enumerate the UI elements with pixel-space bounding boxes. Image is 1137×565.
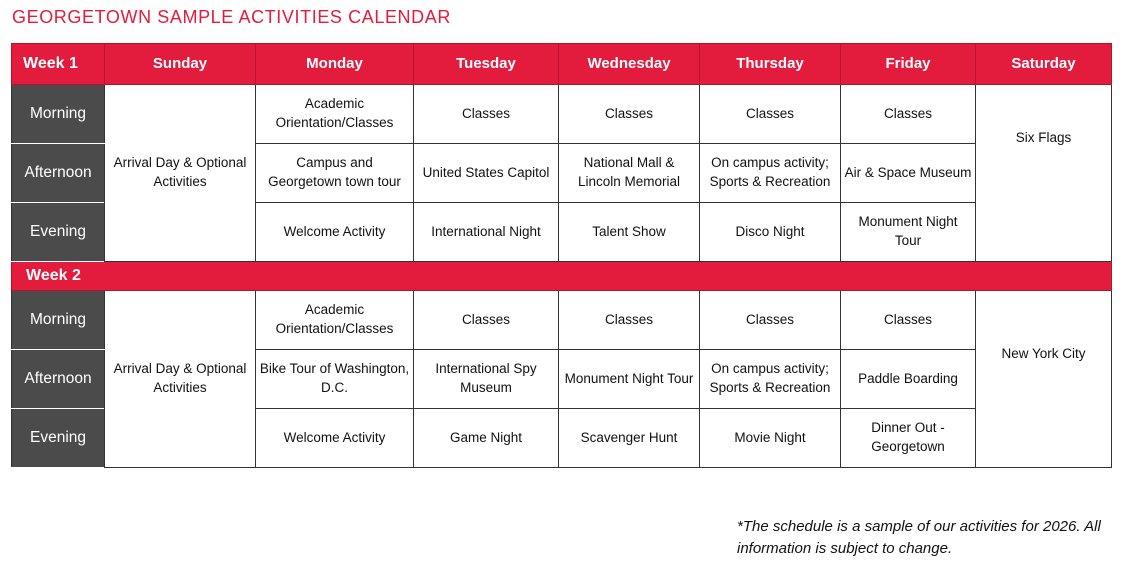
- day-header-thursday: Thursday: [700, 44, 841, 85]
- activity-cell: Classes: [414, 85, 559, 144]
- activity-cell: Classes: [700, 291, 841, 350]
- activity-cell: International Spy Museum: [414, 350, 559, 409]
- activity-cell: Classes: [414, 291, 559, 350]
- activity-cell: Classes: [841, 291, 976, 350]
- week-2-sunday-cell: Arrival Day & Optional Activities: [105, 291, 256, 468]
- activity-cell: United States Capitol: [414, 144, 559, 203]
- activity-cell: Game Night: [414, 409, 559, 468]
- activity-cell: Paddle Boarding: [841, 350, 976, 409]
- activity-cell: National Mall & Lincoln Memorial: [559, 144, 700, 203]
- page-title: GEORGETOWN SAMPLE ACTIVITIES CALENDAR: [12, 7, 451, 27]
- activity-cell: International Night: [414, 203, 559, 262]
- activity-cell: Classes: [559, 291, 700, 350]
- period-label-afternoon: Afternoon: [12, 144, 105, 203]
- activity-cell: Disco Night: [700, 203, 841, 262]
- activity-cell: Welcome Activity: [256, 409, 414, 468]
- activity-cell: Classes: [559, 85, 700, 144]
- week-2-morning-row: [12, 291, 1112, 350]
- period-label-evening: Evening: [12, 409, 105, 468]
- week-1-morning-row: [12, 85, 1112, 144]
- day-header-monday: Monday: [256, 44, 414, 85]
- activity-cell: Academic Orientation/Classes: [256, 85, 414, 144]
- footnote: *The schedule is a sample of our activities for 2026. All information is subject to change.: [737, 518, 1101, 557]
- week-1-saturday-cell: [976, 85, 1112, 262]
- activity-cell: Talent Show: [559, 203, 700, 262]
- week-2-saturday-cell: [976, 291, 1112, 468]
- activity-cell: Classes: [700, 85, 841, 144]
- period-label-morning: Morning: [12, 85, 105, 144]
- activity-cell: Bike Tour of Washington, D.C.: [256, 350, 414, 409]
- period-label-evening: Evening: [12, 203, 105, 262]
- activity-cell: Classes: [841, 85, 976, 144]
- week-1-sunday-cell: Arrival Day & Optional Activities: [105, 85, 256, 262]
- week-1-label: Week 1: [12, 44, 105, 85]
- week-1-saturday-text: Six Flags: [1015, 130, 1072, 145]
- activity-cell: Movie Night: [700, 409, 841, 468]
- activities-calendar: [11, 43, 1112, 468]
- day-header-sunday: Sunday: [105, 44, 256, 85]
- activity-cell: Scavenger Hunt: [559, 409, 700, 468]
- week-2-row: [12, 262, 1112, 291]
- activity-cell: Monument Night Tour: [841, 203, 976, 262]
- activity-cell: Dinner Out - Georgetown: [841, 409, 976, 468]
- day-header-tuesday: Tuesday: [414, 44, 559, 85]
- day-header-wednesday: Wednesday: [559, 44, 700, 85]
- week-2-label: Week 2: [12, 262, 1112, 291]
- activity-cell: Academic Orientation/Classes: [256, 291, 414, 350]
- activity-cell: Welcome Activity: [256, 203, 414, 262]
- day-header-friday: Friday: [841, 44, 976, 85]
- week-2-saturday-text: New York City: [1001, 346, 1086, 361]
- activity-cell: On campus activity; Sports & Recreation: [700, 144, 841, 203]
- activity-cell: On campus activity; Sports & Recreation: [700, 350, 841, 409]
- period-label-morning: Morning: [12, 291, 105, 350]
- activity-cell: Campus and Georgetown town tour: [256, 144, 414, 203]
- day-header-saturday: Saturday: [976, 44, 1112, 85]
- header-row: [12, 44, 1112, 85]
- activity-cell: Air & Space Museum: [841, 144, 976, 203]
- period-label-afternoon: Afternoon: [12, 350, 105, 409]
- activity-cell: Monument Night Tour: [559, 350, 700, 409]
